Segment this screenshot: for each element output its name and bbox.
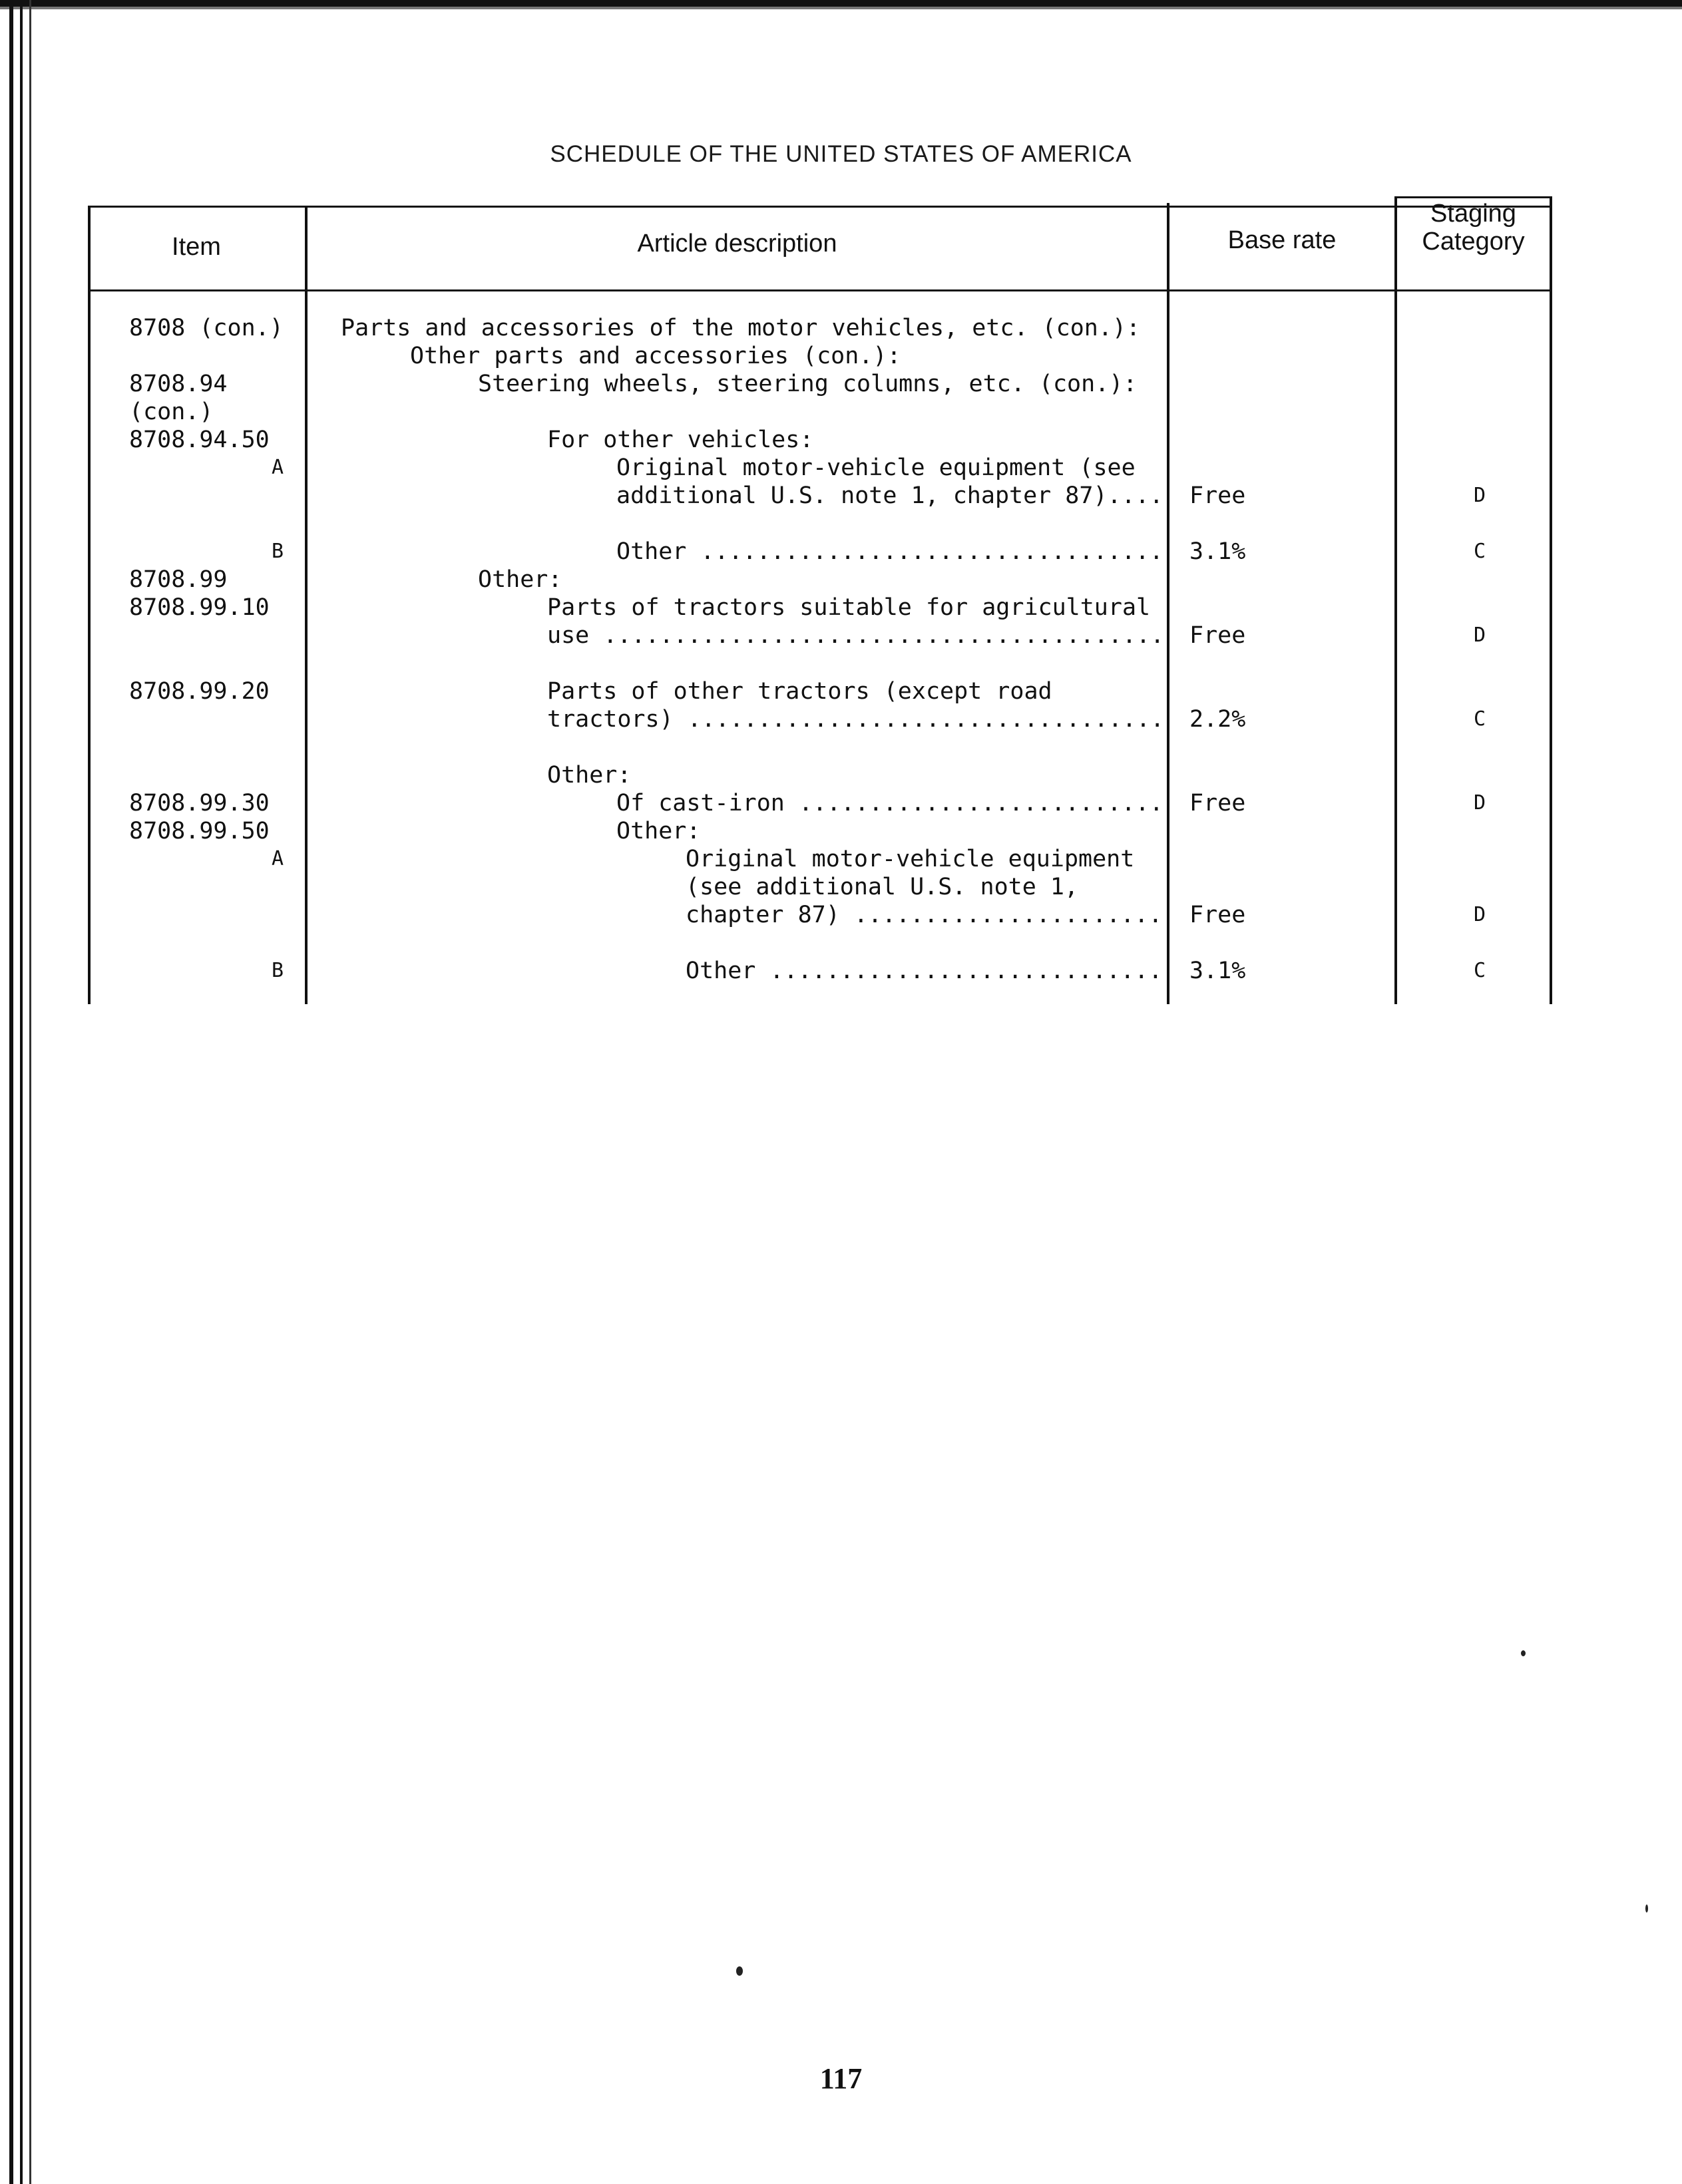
table-left-border [88, 206, 91, 1004]
article-description: Steering wheels, steering columns, etc. (con.): [478, 371, 1138, 397]
article-description: For other vehicles: [547, 427, 814, 453]
staging-category: D [1474, 903, 1486, 926]
table-right-border [1550, 196, 1552, 1004]
item-code: 8708.99 [129, 566, 228, 593]
article-description: additional U.S. note 1, chapter 87).... [616, 482, 1163, 509]
item-code: 8708.99.50 [129, 818, 270, 844]
scan-speck [1521, 1650, 1526, 1656]
article-description: Parts of tractors suitable for agricultural [547, 594, 1151, 621]
binding-edge-top [0, 0, 1682, 7]
item-code: (con.) [129, 399, 214, 425]
base-rate: Free [1189, 790, 1246, 817]
article-description: Other ..... [686, 957, 1162, 985]
item-suffix: B [272, 540, 284, 563]
document-title: SCHEDULE OF THE UNITED STATES OF AMERICA [550, 141, 1132, 167]
header-item: Item [172, 233, 221, 261]
article-description: Parts of other tractors (except road [547, 678, 1052, 705]
base-rate: Free [1189, 482, 1246, 509]
header-base-rate: Base rate [1227, 226, 1337, 254]
scan-speck [1645, 1905, 1648, 1912]
article-description: Other parts and accessories (con.): [410, 343, 901, 369]
article-description: Other: [478, 566, 562, 593]
column-divider-description [1167, 203, 1169, 1004]
header-article-description: Article description [637, 230, 837, 258]
article-description: Parts and accessories of the motor vehicles, etc. (con.): [341, 315, 1141, 341]
item-code: 8708.94 [129, 371, 228, 397]
item-suffix: B [272, 959, 284, 982]
binding-edge-left [20, 0, 23, 2184]
column-divider-item [305, 206, 308, 1004]
base-rate: 2.2% [1189, 706, 1246, 733]
item-code: 8708.99.30 [129, 790, 270, 817]
base-rate: Free [1189, 622, 1246, 649]
article-description: Of cast-iron ..... [616, 789, 1162, 817]
staging-category: D [1474, 791, 1486, 815]
staging-category: D [1474, 624, 1486, 647]
article-description: Other: [616, 818, 701, 844]
article-description: chapter 87) ..... [686, 901, 1162, 929]
article-description: use ..... [547, 622, 1162, 649]
table-header-rule [88, 289, 1552, 291]
article-description: Original motor-vehicle equipment (see [616, 455, 1136, 481]
binding-edge-left [29, 0, 31, 2184]
header-staging-line2: Category [1422, 228, 1525, 256]
table-top-rule [88, 206, 1552, 208]
item-suffix: A [272, 456, 284, 479]
staging-category: C [1474, 707, 1486, 731]
article-description: Other: [547, 762, 632, 789]
header-staging-line1: Staging [1430, 200, 1516, 228]
column-divider-rate [1394, 196, 1397, 1004]
item-code: 8708.99.10 [129, 594, 270, 621]
scan-speck [736, 1966, 743, 1976]
article-description: Other ..... [616, 538, 1162, 566]
schedule-table [88, 196, 1552, 1005]
staging-category: C [1474, 959, 1486, 982]
article-description: tractors) ..... [547, 705, 1162, 733]
binding-edge-left [9, 0, 13, 2184]
staging-category: D [1474, 484, 1486, 507]
header-staging-category [1397, 200, 1550, 256]
article-description: (see additional U.S. note 1, [686, 874, 1079, 900]
base-rate: Free [1189, 902, 1246, 928]
binding-edge-shadow [0, 7, 1682, 9]
base-rate: 3.1% [1189, 538, 1246, 565]
base-rate: 3.1% [1189, 958, 1246, 984]
page-number: 117 [819, 2062, 863, 2095]
article-description: Original motor-vehicle equipment [686, 846, 1135, 872]
staging-category: C [1474, 540, 1486, 563]
staging-header-top-rule [1394, 196, 1552, 198]
item-code: 8708 (con.) [129, 315, 284, 341]
item-suffix: A [272, 847, 284, 870]
item-code: 8708.99.20 [129, 678, 270, 705]
item-code: 8708.94.50 [129, 427, 270, 453]
